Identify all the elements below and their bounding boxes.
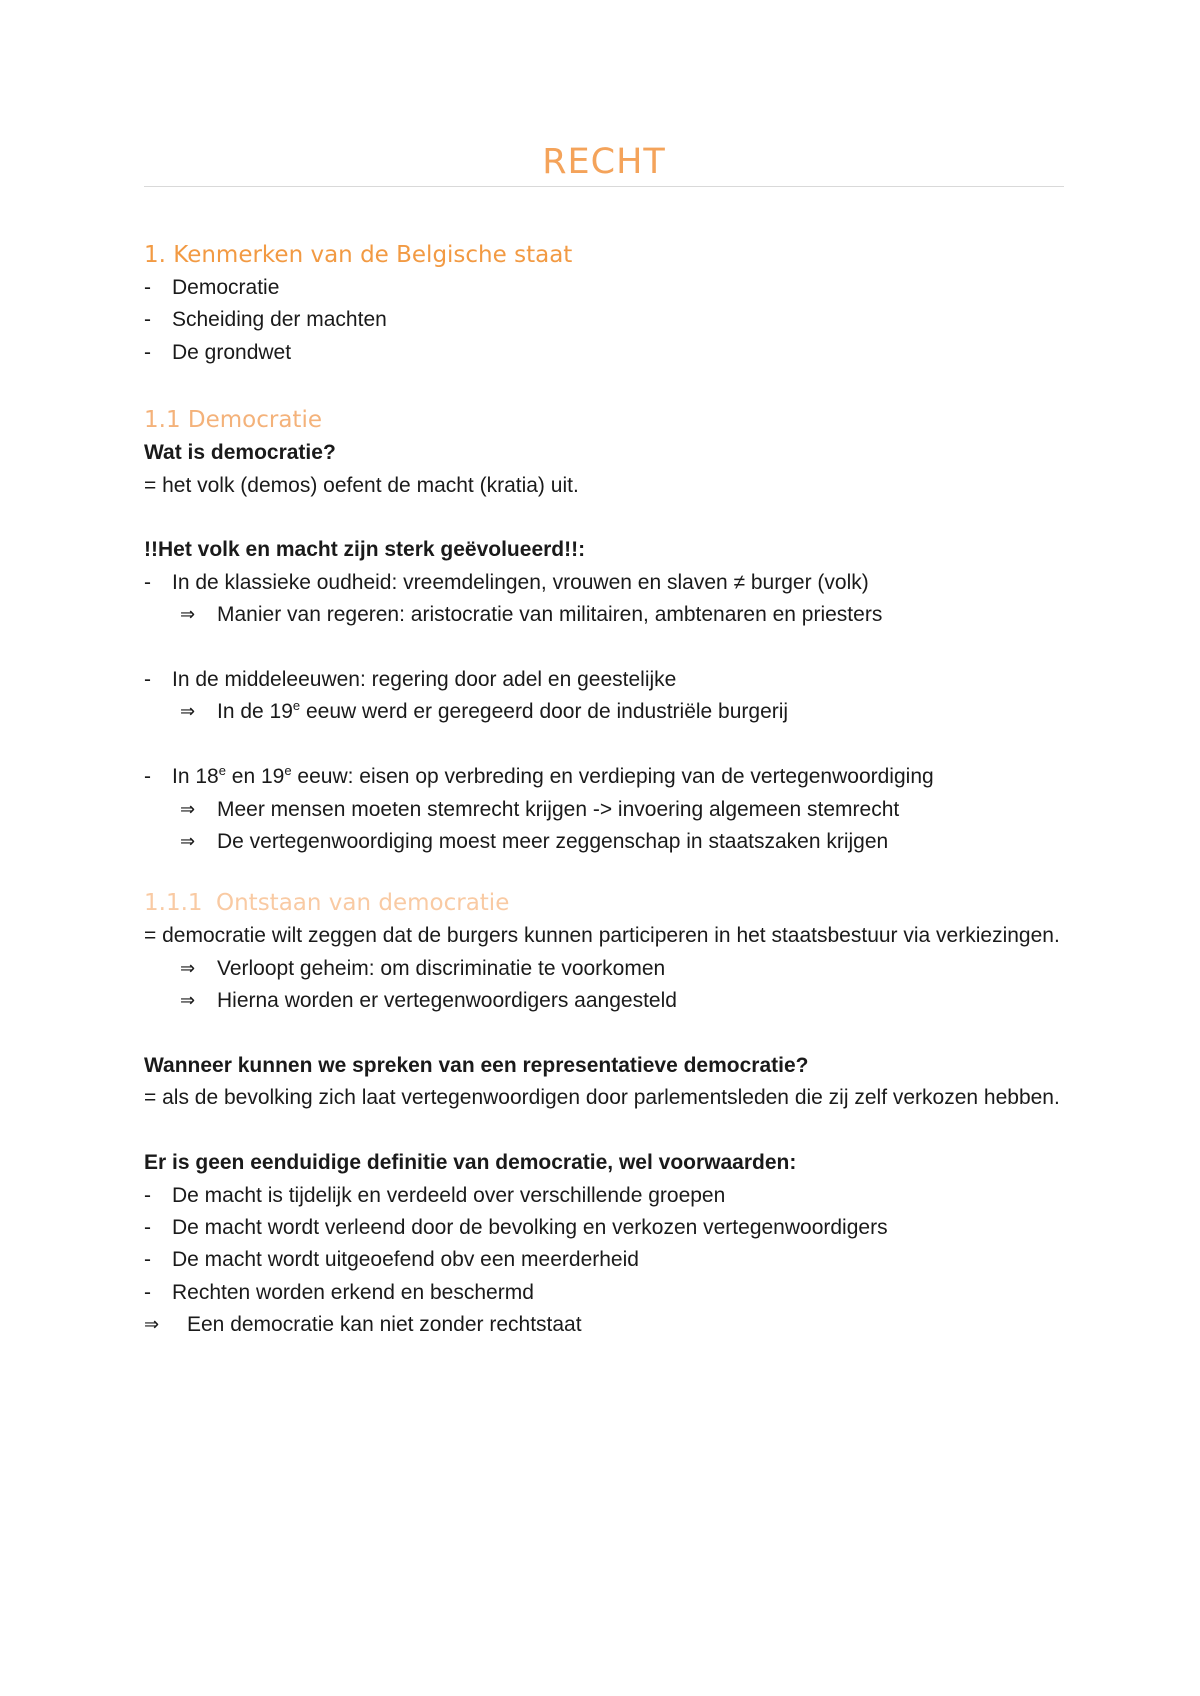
dash-marker: - — [144, 668, 151, 692]
dash-marker: - — [144, 1248, 151, 1272]
list-item-text: De macht wordt uitgeoefend obv een meerderheid — [172, 1248, 639, 1272]
sub-item-text-b: eeuw werd er geregeerd door de industriële burgerij — [300, 700, 789, 724]
list-item-text: In de middeleeuwen: regering door adel en geestelijke — [172, 668, 677, 692]
question-wat-is-democratie: Wat is democratie? — [144, 441, 336, 465]
sub-item — [144, 826, 1064, 858]
sub-item-text: Verloopt geheim: om discriminatie te voorkomen — [217, 956, 666, 980]
sub-item-text: De vertegenwoordiging moest meer zeggenschap in staatszaken krijgen — [217, 830, 889, 854]
list-item — [144, 664, 1064, 696]
sub-item — [144, 953, 1064, 985]
list-item-text: In de klassieke oudheid: vreemdelingen, vrouwen en slaven ≠ burger (volk) — [172, 570, 869, 594]
arrow-icon: ⇒ — [180, 990, 196, 1012]
document-body — [144, 238, 1064, 1342]
list-item — [144, 1244, 1064, 1276]
list-item — [144, 337, 1064, 369]
arrow-icon: ⇒ — [180, 831, 196, 853]
answer-representatieve-democratie: = als de bevolking zich laat vertegenwoordigen door parlementsleden die zij zelf verkozen hebben. — [144, 1086, 1060, 1110]
sub-item — [144, 696, 1064, 728]
conclusion-text: Een democratie kan niet zonder rechtstaat — [187, 1313, 582, 1337]
sub-item-text: Manier van regeren: aristocratie van militairen, ambtenaren en priesters — [217, 603, 883, 627]
list-item-text: Rechten worden erkend en beschermd — [172, 1280, 534, 1304]
sub-item-text: Hierna worden er vertegenwoordigers aangesteld — [217, 989, 677, 1013]
sub-item-text: Meer mensen moeten stemrecht krijgen -> invoering algemeen stemrecht — [217, 797, 900, 821]
dash-marker: - — [144, 570, 151, 594]
heading-kenmerken: 1. Kenmerken van de Belgische staat — [144, 242, 573, 268]
sub-item-text-a: In de 19 — [217, 700, 293, 724]
question-voorwaarden: Er is geen eenduidige definitie van democratie, wel voorwaarden: — [144, 1151, 797, 1175]
list-item-text-a: In 18 — [172, 765, 219, 789]
superscript: e — [292, 698, 301, 714]
arrow-icon: ⇒ — [180, 957, 196, 979]
heading-ontstaan — [144, 886, 1064, 920]
title-divider — [144, 186, 1064, 187]
arrow-icon: ⇒ — [180, 604, 196, 626]
dash-marker: - — [144, 1280, 151, 1304]
heading-text: Ontstaan van democratie — [216, 890, 510, 917]
dash-marker: - — [144, 340, 151, 364]
list-item — [144, 1277, 1064, 1309]
list-item-text-c: eeuw: eisen op verbreding en verdieping van de vertegenwoordiging — [291, 765, 934, 789]
dash-marker: - — [144, 765, 151, 789]
superscript: e — [218, 763, 226, 779]
dash-marker: - — [144, 1216, 151, 1240]
list-item-text: De macht wordt verleend door de bevolking en verkozen vertegenwoordigers — [172, 1216, 888, 1240]
list-item — [144, 1212, 1064, 1244]
conclusion — [144, 1309, 1064, 1341]
sub-item — [144, 985, 1064, 1017]
dash-marker: - — [144, 276, 151, 299]
list-item — [144, 304, 1064, 336]
emphasis-volk-en-macht: !!Het volk en macht zijn sterk geëvolueerd!!: — [144, 538, 586, 562]
list-item — [144, 567, 1064, 599]
sub-item — [144, 599, 1064, 631]
list-item-text: De macht is tijdelijk en verdeeld over verschillende groepen — [172, 1183, 726, 1207]
arrow-icon: ⇒ — [180, 798, 196, 820]
dash-marker: - — [144, 308, 151, 332]
list-item — [144, 272, 1064, 304]
definition-democratie: = democratie wilt zeggen dat de burgers kunnen participeren in het staatsbestuur via verkiezingen. — [144, 924, 1060, 948]
list-item-text-b: en 19 — [225, 765, 285, 789]
arrow-icon: ⇒ — [180, 701, 196, 723]
list-item — [144, 1180, 1064, 1212]
dash-marker: - — [144, 1183, 151, 1207]
list-item-text: Democratie — [172, 276, 280, 299]
document-title: RECHT — [542, 142, 666, 182]
answer-wat-is-democratie: = het volk (demos) oefent de macht (kratia) uit. — [144, 473, 579, 497]
superscript: e — [284, 763, 292, 779]
heading-democratie: 1.1 Democratie — [144, 407, 322, 434]
heading-number: 1.1.1 — [144, 890, 203, 917]
list-item — [144, 761, 1064, 793]
arrow-icon: ⇒ — [144, 1314, 160, 1336]
list-item-text: Scheiding der machten — [172, 308, 387, 332]
list-item-text: De grondwet — [172, 340, 292, 364]
sub-item — [144, 794, 1064, 826]
question-representatieve-democratie: Wanneer kunnen we spreken van een representatieve democratie? — [144, 1054, 809, 1078]
